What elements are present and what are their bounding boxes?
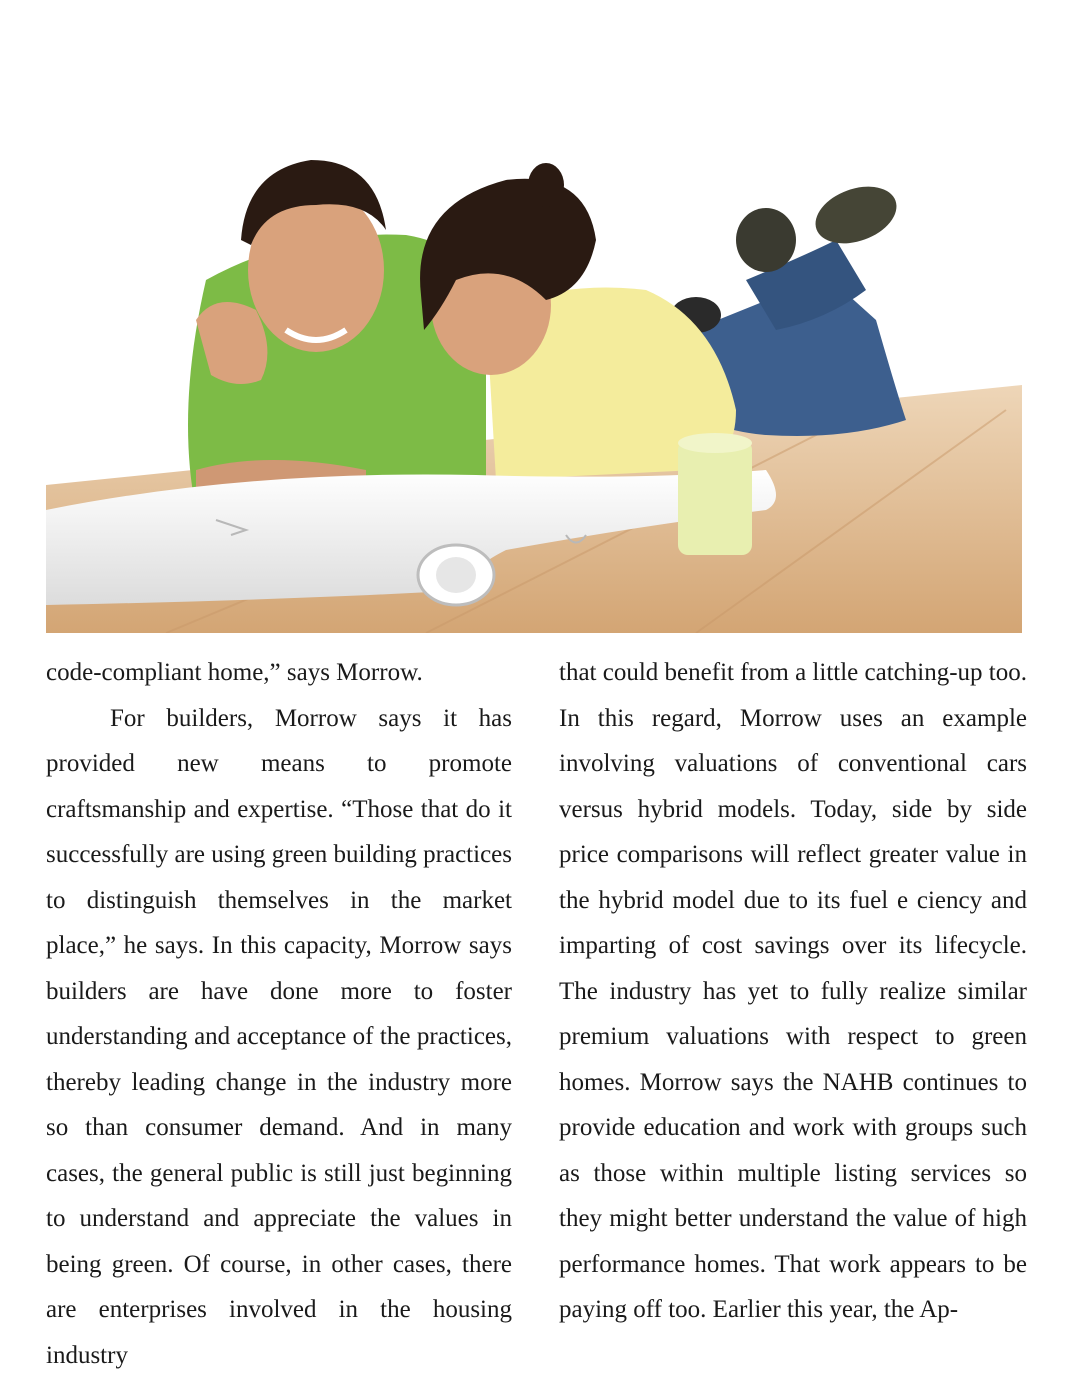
text-column-right <box>559 650 1027 1333</box>
feature-photo <box>46 30 1022 633</box>
paragraph: code-compliant home,” says Morrow. <box>46 659 423 686</box>
paragraph: that could benefit from a little catching-up too. In this regard, Morrow uses an example involving valuations of conventional cars versus hybrid models. Today, side by side price comparisons will reflect greater value in the hybrid model due to its fuel e ciency and imparting of cost savings over its lifecycle. The industry has yet to fully realize similar premium valuations with respect to green homes. Morrow says the NAHB continues to provide education and work with groups such as those within multiple listing services so they might better understand the value of high performance homes. That work appears to be paying off too. Earlier this year, the Ap- <box>559 659 1027 1323</box>
text-column-left <box>46 650 512 1378</box>
paragraph: For builders, Morrow says it has provided new means to promote craftsmanship and expertise. “Those that do it successfully are using green building practices to distinguish themselves in the market place,” he says. In this capacity, Morrow says builders are have done more to foster understanding and acceptance of the practices, thereby leading change in the industry more so than consumer demand. And in many cases, the general public is still just beginning to understand and appreciate the values in being green. Of course, in other cases, there are enterprises involved in the housing industry <box>46 704 512 1369</box>
photo-couple-reviewing-blueprints <box>46 30 1022 633</box>
